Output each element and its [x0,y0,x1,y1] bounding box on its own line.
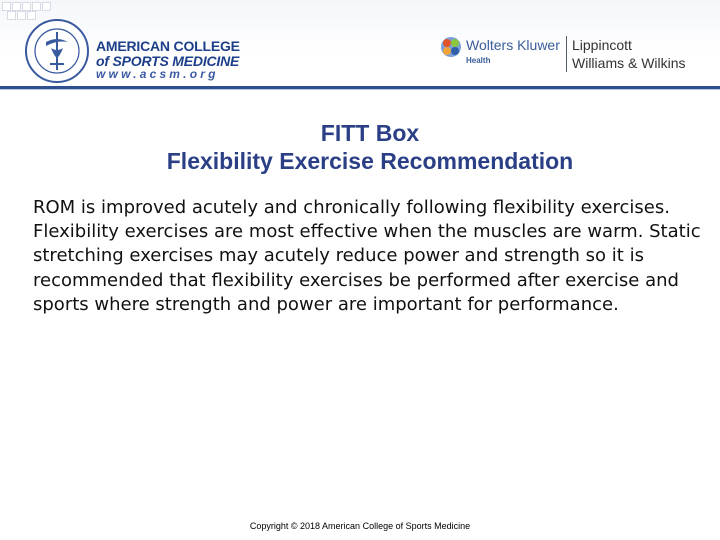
imprint-line1: Lippincott [572,37,632,53]
wolters-kluwer-logo-icon [440,36,462,58]
acsm-name-line1: AMERICAN COLLEGE [96,38,240,54]
slide-title-line1: FITT Box [320,120,420,146]
imprint-line2: Williams & Wilkins [572,55,686,71]
copyright-notice: Copyright © 2018 American College of Sports Medicine [249,521,471,531]
header-rule-light [0,89,720,90]
slide-title-line2: Flexibility Exercise Recommendation [166,148,574,174]
acsm-name-line2: of SPORTS MEDICINE [96,53,240,69]
slide-header [0,0,720,88]
logo-divider [566,36,567,72]
header-grid-decoration [0,0,60,20]
publisher-name: Wolters Kluwer [466,37,560,53]
publisher-division: Health [466,56,491,65]
acsm-seal-logo [24,18,90,84]
slide-body-text: ROM is improved acutely and chronically following flexibility exercises. Flexibility exercises are most effective when the muscles are warm. Static stretching exercises may acutely reduce power and strength so it is recommended that flexibility exercises be performed after exercise and sports where strength and power are important for performance. [33,197,701,315]
acsm-url: www.acsm.org [96,67,219,81]
